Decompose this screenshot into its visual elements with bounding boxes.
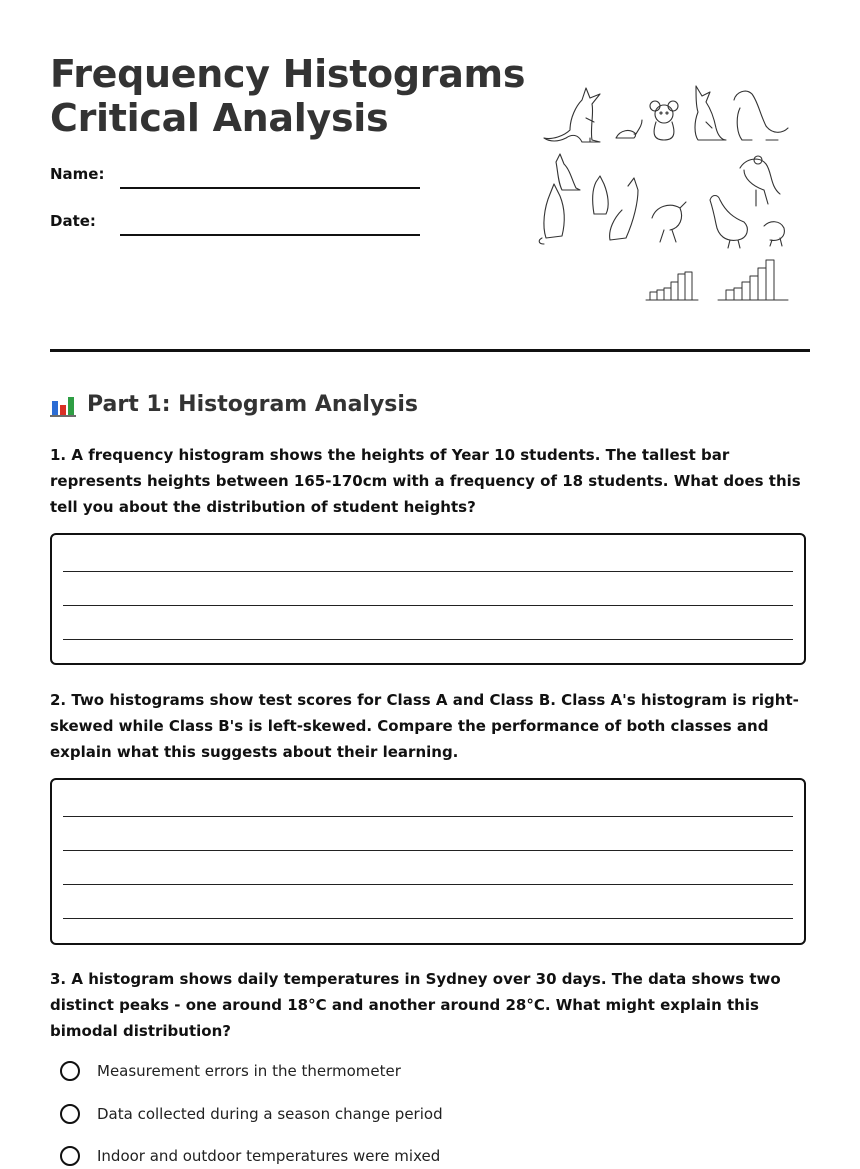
option-label: Measurement errors in the thermometer	[97, 1062, 401, 1080]
question-1: 1. A frequency histogram shows the heights of Year 10 students. The tallest bar represents heights between 165-170cm with a frequency of 18 students. What does this tell you about the distribution of student heights?	[50, 446, 801, 516]
page-title-line-1: Frequency Histograms	[50, 52, 526, 96]
question-3: 3. A histogram shows daily temperatures in Sydney over 30 days. The data shows two distinct peaks - one around 18°C and another around 28°C. What might explain this bimodal distribution?	[50, 970, 781, 1040]
option-1[interactable]	[60, 1058, 401, 1084]
date-label: Date:	[50, 212, 96, 230]
radio-button[interactable]	[60, 1146, 80, 1166]
page-title-line-2: Critical Analysis	[50, 96, 389, 140]
answer-box-2[interactable]	[50, 778, 806, 945]
option-2[interactable]	[60, 1101, 443, 1127]
radio-button[interactable]	[60, 1061, 80, 1081]
option-label: Data collected during a season change period	[97, 1105, 443, 1123]
answer-line	[63, 884, 793, 885]
answer-line	[63, 850, 793, 851]
answer-line	[63, 816, 793, 817]
answer-line	[63, 639, 793, 640]
answer-line	[63, 605, 793, 606]
header-divider	[50, 349, 810, 352]
bar-chart-icon	[50, 391, 76, 417]
date-field[interactable]	[120, 234, 420, 236]
name-field[interactable]	[120, 187, 420, 189]
australian-animals-illustration-icon	[530, 78, 800, 308]
answer-line	[63, 918, 793, 919]
option-3[interactable]	[60, 1143, 440, 1169]
question-2: 2. Two histograms show test scores for Class A and Class B. Class A's histogram is right-skewed while Class B's is left-skewed. Compare the performance of both classes and explain what this suggests about their learning.	[50, 691, 799, 761]
radio-button[interactable]	[60, 1104, 80, 1124]
part-1-heading	[50, 388, 418, 420]
part-1-heading-text: Part 1: Histogram Analysis	[87, 391, 419, 417]
option-label: Indoor and outdoor temperatures were mixed	[97, 1147, 441, 1165]
name-label: Name:	[50, 165, 105, 183]
page-title	[50, 52, 525, 140]
answer-line	[63, 571, 793, 572]
answer-box-1[interactable]	[50, 533, 806, 665]
